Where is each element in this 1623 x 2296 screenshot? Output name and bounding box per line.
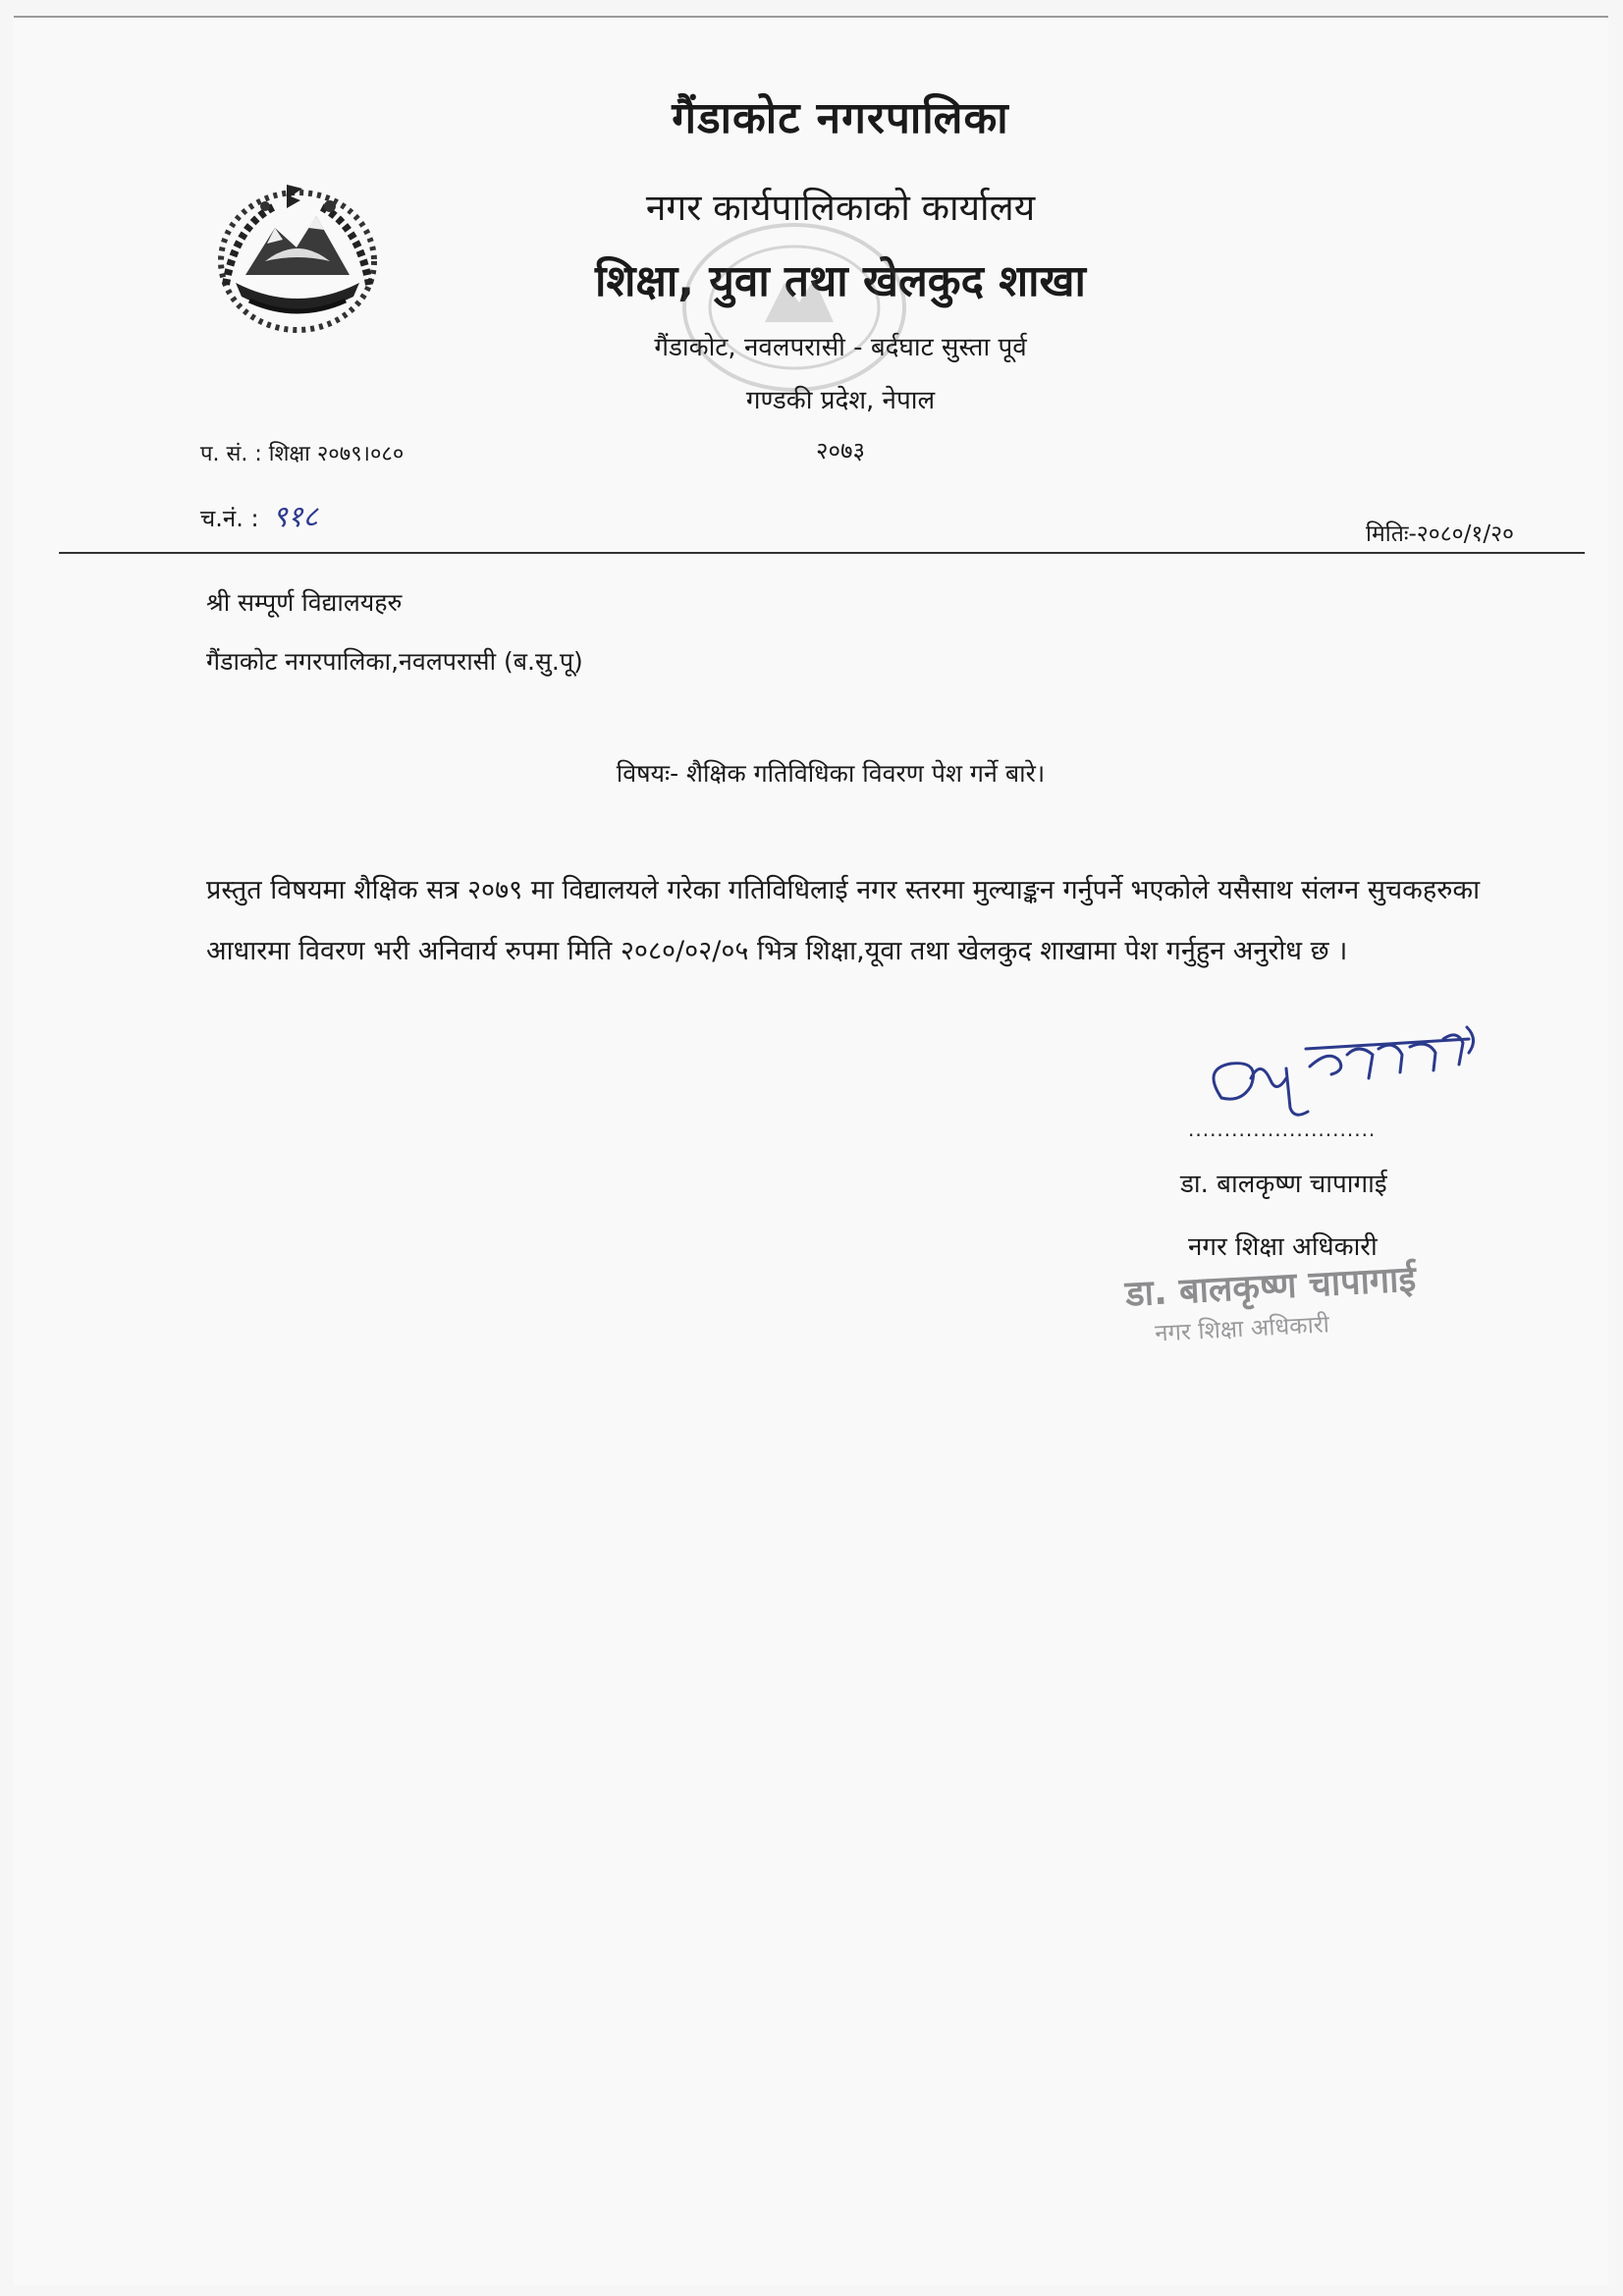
dispatch-handwritten-number: ९१८ [272,500,318,534]
office-seal-icon [672,214,917,401]
office-name: नगर कार्यपालिकाको कार्यालय [645,187,1036,229]
letter-page [14,16,1608,2286]
address-line-2: गण्डकी प्रदेश, नेपाल [745,386,936,415]
reference-number: प. सं. : शिक्षा २०७९।०८० [200,442,405,466]
letter-date: मितिः-२०८०/१/२० [1366,521,1514,547]
signature-dotted-line: .......................... [1188,1118,1377,1141]
letter-body: प्रस्तुत विषयमा शैक्षिक सत्र २०७९ मा विद्यालयले गरेका गतिविधिलाई नगर स्तरमा मुल्याङ्कन गर्नुपर्ने भएकोले यसैसाथ संलग्न सुचकहरुका आधारमा विवरण भरी अनिवार्य रुपमा मिति २०८०/०२/०५ भित्र शिक्षा,यूवा तथा खेलकुद शाखामा पेश गर्नुहुन अनुरोध छ । [206,875,1481,966]
dispatch-number [200,495,318,535]
signatory-name: डा. बालकृष्ण चापागाई [1180,1170,1387,1199]
header-divider [59,552,1585,554]
recipient-line-2: गैंडाकोट नगरपालिका,नवलपरासी (ब.सु.पू) [206,647,583,676]
branch-name: शिक्षा, युवा तथा खेलकुद शाखा [595,256,1086,306]
address-line-1: गैंडाकोट, नवलपरासी - बर्दघाट सुस्ता पूर्व [654,333,1027,362]
dispatch-label: च.नं. : [200,505,259,532]
established-year: २०७३ [816,437,865,465]
municipality-name: गैंडाकोट नगरपालिका [672,93,1009,143]
rubber-stamp-name: डा. बालकृष्ण चापागाई [1124,1259,1418,1315]
subject-line: विषयः- शैक्षिक गतिविधिका विवरण पेश गर्ने बारे। [616,759,1046,788]
rubber-stamp-title: नगर शिक्षा अधिकारी [1154,1310,1330,1347]
recipient-line-1: श्री सम्पूर्ण विद्यालयहरु [206,588,403,617]
signatory-title: नगर शिक्षा अधिकारी [1188,1232,1378,1262]
